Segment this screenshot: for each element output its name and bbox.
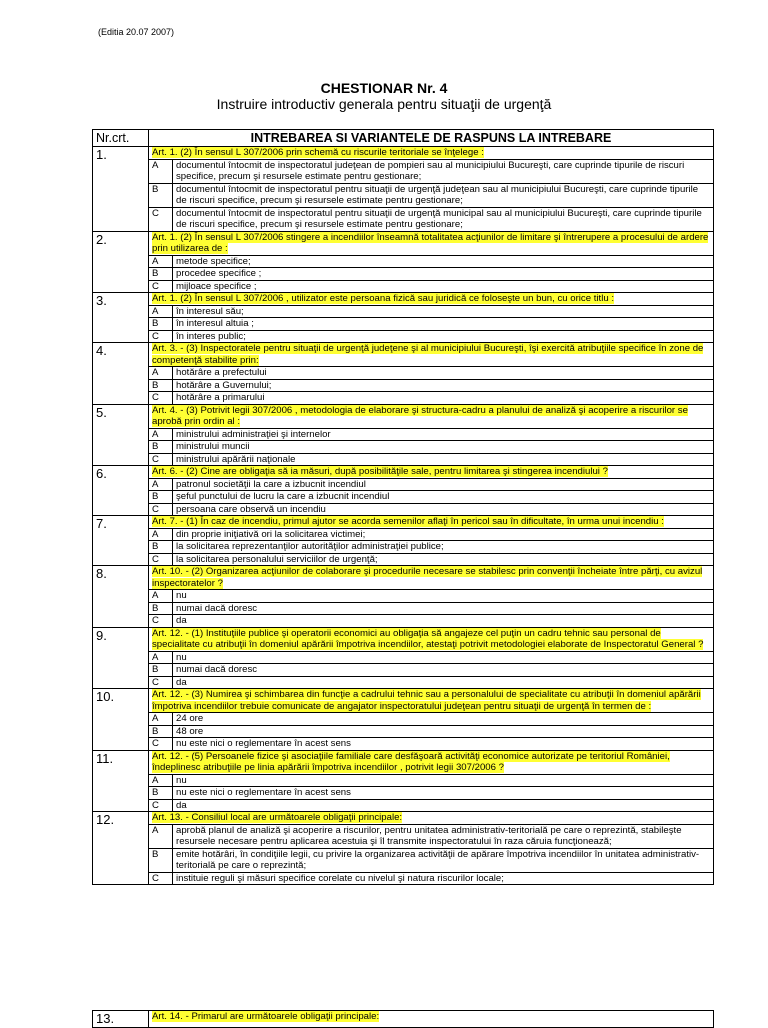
table-row	[93, 1011, 714, 1028]
edition-label: (Editia 20.07 2007)	[98, 27, 175, 37]
option-text: da	[173, 799, 714, 812]
option-text: în interesul său;	[173, 305, 714, 318]
question-text-highlight: Art. 1. (2) În sensul L 307/2006 prin schemă cu riscurile teritoriale se înţelege :	[152, 147, 484, 158]
option-text: patronul societăţii la care a izbucnit incendiul	[173, 478, 714, 491]
question-text-highlight: Art. 1. (2) În sensul L 307/2006 , utilizator este persoana fizică sau juridică ce foloseşte un bun, cu orice titlu :	[152, 293, 614, 304]
option-letter: B	[149, 268, 173, 281]
question-number: 13.	[93, 1011, 149, 1028]
answer-option-row	[93, 392, 714, 405]
answer-option-row	[93, 590, 714, 603]
option-text: hotărâre a prefectului	[173, 367, 714, 380]
option-letter: C	[149, 738, 173, 751]
option-letter: B	[149, 541, 173, 554]
answer-option-row	[93, 159, 714, 183]
option-letter: B	[149, 725, 173, 738]
answer-option-row	[93, 367, 714, 380]
question-text	[149, 147, 714, 160]
option-letter: B	[149, 848, 173, 872]
option-letter: C	[149, 453, 173, 466]
option-text: documentul întocmit de inspectoratul judeţean de pompieri sau al municipiului Bucureşti, care cuprinde tipurile de riscuri specifice, precum şi resursele estimate pentru gestionare;	[173, 159, 714, 183]
question-number: 11.	[93, 750, 149, 812]
option-text: nu	[173, 590, 714, 603]
answer-option-row	[93, 255, 714, 268]
answer-option-row	[93, 651, 714, 664]
question-number: 6.	[93, 466, 149, 516]
question-row	[93, 812, 714, 825]
option-letter: C	[149, 280, 173, 293]
answer-option-row	[93, 615, 714, 628]
question-row	[93, 404, 714, 428]
question-text-highlight: Art. 13. - Consiliul local are următoarele obligaţii principale:	[152, 812, 403, 823]
option-text: în interes public;	[173, 330, 714, 343]
option-text: nu este nici o reglementare în acest sens	[173, 738, 714, 751]
option-text: numai dacă doresc	[173, 602, 714, 615]
answer-option-row	[93, 713, 714, 726]
option-letter: C	[149, 330, 173, 343]
answer-option-row	[93, 183, 714, 207]
answer-option-row	[93, 774, 714, 787]
option-text: da	[173, 676, 714, 689]
answer-option-row	[93, 738, 714, 751]
question-row	[93, 689, 714, 713]
answer-option-row	[93, 664, 714, 677]
question-row	[93, 466, 714, 479]
header-question: INTREBAREA SI VARIANTELE DE RASPUNS LA INTREBARE	[149, 130, 714, 147]
option-text: 48 ore	[173, 725, 714, 738]
option-letter: C	[149, 503, 173, 516]
option-letter: A	[149, 774, 173, 787]
question-text-highlight: Art. 1. (2) În sensul L 307/2006 stingere a incendiilor înseamnă totalitatea acţiunilor de limitare şi întrerupere a procesului de ardere prin utilizarea de :	[152, 231, 709, 254]
option-letter: A	[149, 528, 173, 541]
option-text: ministrului apărării naţionale	[173, 453, 714, 466]
answer-option-row	[93, 787, 714, 800]
question-number: 8.	[93, 566, 149, 628]
option-letter: A	[149, 428, 173, 441]
option-letter: B	[149, 787, 173, 800]
question-number: 3.	[93, 293, 149, 343]
option-letter: C	[149, 615, 173, 628]
option-letter: A	[149, 159, 173, 183]
option-letter: A	[149, 651, 173, 664]
option-letter: A	[149, 305, 173, 318]
question-number: 4.	[93, 343, 149, 405]
option-text: hotărâre a primarului	[173, 392, 714, 405]
option-letter: B	[149, 441, 173, 454]
question-text	[149, 516, 714, 529]
option-text: da	[173, 615, 714, 628]
option-text: la solicitarea personalului serviciilor de urgenţă;	[173, 553, 714, 566]
question-text-highlight: Art. 12. - (1) Instituţiile publice şi operatorii economici au obligaţia să angajeze cel puţin un cadru tehnic sau personal de specialitate cu atribuţii în domeniul apărării împotriva incendiilor, atestaţi potrivit metodologiei elaborate de Inspectoratul General ?	[152, 627, 704, 650]
question-text	[149, 466, 714, 479]
option-letter: A	[149, 478, 173, 491]
answer-option-row	[93, 280, 714, 293]
answer-option-row	[93, 872, 714, 885]
option-text: documentul întocmit de inspectoratul pentru situaţii de urgenţă municipal sau al municipiului Bucureşti, care cuprinde tipurile de riscuri specifice, precum şi resursele estimate pentru gestionare;	[173, 207, 714, 231]
answer-option-row	[93, 541, 714, 554]
answer-option-row	[93, 799, 714, 812]
option-text: instituie reguli şi măsuri specifice corelate cu nivelul şi natura riscurilor locale;	[173, 872, 714, 885]
option-text: numai dacă doresc	[173, 664, 714, 677]
question-text-highlight: Art. 10. - (2) Organizarea acţiunilor de colaborare şi procedurile necesare se stabilesc prin convenţii încheiate între părţi, cu avizul inspectoratelor ?	[152, 566, 703, 589]
question-text	[149, 689, 714, 713]
question-number: 10.	[93, 689, 149, 751]
header-nr: Nr.crt.	[93, 130, 149, 147]
option-text: hotărâre a Guvernului;	[173, 379, 714, 392]
option-letter: C	[149, 872, 173, 885]
option-letter: C	[149, 392, 173, 405]
option-letter: B	[149, 183, 173, 207]
option-letter: C	[149, 676, 173, 689]
answer-option-row	[93, 848, 714, 872]
question-text-highlight: Art. 4. - (3) Potrivit legii 307/2006 , metodologia de elaborare şi structura-cadru a planului de analiză şi acoperire a riscurilor se aprobă prin ordin al :	[152, 404, 688, 427]
answer-option-row	[93, 318, 714, 331]
option-letter: A	[149, 590, 173, 603]
answer-option-row	[93, 330, 714, 343]
question-text	[149, 750, 714, 774]
option-text: aprobă planul de analiză şi acoperire a riscurilor, pentru unitatea administrativ-teritorială pe care o reprezintă, stabileşte resursele necesare pentru aplicarea acestuia şi îl transmite inspectoratului în raza căruia funcţionează;	[173, 824, 714, 848]
question-text	[149, 812, 714, 825]
question-row	[93, 750, 714, 774]
answer-option-row	[93, 453, 714, 466]
option-letter: C	[149, 799, 173, 812]
question-row	[93, 231, 714, 255]
answer-option-row	[93, 725, 714, 738]
option-letter: B	[149, 379, 173, 392]
option-text: în interesul altuia ;	[173, 318, 714, 331]
option-text: documentul întocmit de inspectoratul pentru situaţii de urgenţă judeţean sau al municipiului Bucureşti, care cuprinde tipurile de riscuri specifice, precum şi resursele estimate pentru gestionare;	[173, 183, 714, 207]
answer-option-row	[93, 503, 714, 516]
option-letter: A	[149, 824, 173, 848]
option-text: 24 ore	[173, 713, 714, 726]
question-row	[93, 516, 714, 529]
option-letter: C	[149, 553, 173, 566]
question-text	[149, 566, 714, 590]
answer-option-row	[93, 441, 714, 454]
option-letter: A	[149, 367, 173, 380]
option-text: emite hotărâri, în condiţiile legii, cu privire la organizarea activităţii de apărare împotriva incendiilor în unitatea administrativ-teritorială pe care o reprezintă;	[173, 848, 714, 872]
option-text: mijloace specifice ;	[173, 280, 714, 293]
answer-option-row	[93, 528, 714, 541]
answer-option-row	[93, 478, 714, 491]
table-header-row	[93, 130, 714, 147]
option-text: nu este nici o reglementare în acest sens	[173, 787, 714, 800]
question-text	[149, 1011, 714, 1028]
question-row	[93, 147, 714, 160]
answer-option-row	[93, 602, 714, 615]
option-text: ministrului administraţiei şi internelor	[173, 428, 714, 441]
question-text-highlight: Art. 3. - (3) Inspectoratele pentru situaţii de urgenţă judeţene şi al municipiului Bucureşti, îşi exercită atribuţiile specifice în zone de competenţă stabilite prin:	[152, 343, 704, 366]
question-text	[149, 231, 714, 255]
question-text-highlight: Art. 6. - (2) Cine are obligaţia să ia măsuri, după posibilităţile sale, pentru limitarea şi stingerea incendiului ?	[152, 466, 608, 477]
question-row	[93, 293, 714, 306]
question-text	[149, 404, 714, 428]
question-text-highlight: Art. 12. - (5) Persoanele fizice şi asociaţiile familiale care desfăşoară activităţi economice autorizate pe teritoriul României, îndeplinesc atribuţiile pe linia apărării împotriva incendiilor , potrivit legii 307/2006 ?	[152, 750, 670, 773]
question-text-highlight: Art. 12. - (3) Numirea şi schimbarea din funcţie a cadrului tehnic sau a personalului de specialitate cu atribuţii în domeniul apărării împotriva incendiilor trebuie comunicate de angajator inspectoratului judeţean pentru situaţii de urgenţă în termen de :	[152, 689, 701, 712]
question-number: 12.	[93, 812, 149, 885]
question-number: 9.	[93, 627, 149, 689]
question-text	[149, 293, 714, 306]
option-letter: A	[149, 255, 173, 268]
question-row	[93, 343, 714, 367]
answer-option-row	[93, 553, 714, 566]
question-row	[93, 627, 714, 651]
question-text-highlight: Art. 7. - (1) În caz de incendiu, primul ajutor se acorda semenilor aflaţi în pericol sau în dificultate, în urma unui incendiu :	[152, 516, 664, 527]
option-letter: B	[149, 318, 173, 331]
answer-option-row	[93, 268, 714, 281]
question-number: 1.	[93, 147, 149, 232]
questionnaire-table	[92, 129, 714, 885]
option-text: metode specifice;	[173, 255, 714, 268]
answer-option-row	[93, 824, 714, 848]
answer-option-row	[93, 491, 714, 504]
questionnaire-table-continued	[92, 1010, 714, 1028]
option-text: nu	[173, 651, 714, 664]
answer-option-row	[93, 428, 714, 441]
question-row	[93, 566, 714, 590]
question-text-highlight: Art. 14. - Primarul are următoarele obligaţii principale:	[152, 1011, 380, 1022]
option-letter: A	[149, 713, 173, 726]
option-text: nu	[173, 774, 714, 787]
question-number: 2.	[93, 231, 149, 293]
option-letter: B	[149, 664, 173, 677]
question-text	[149, 627, 714, 651]
answer-option-row	[93, 305, 714, 318]
option-letter: C	[149, 207, 173, 231]
option-text: persoana care observă un incendiu	[173, 503, 714, 516]
option-text: ministrului muncii	[173, 441, 714, 454]
option-text: şeful punctului de lucru la care a izbucnit incendiul	[173, 491, 714, 504]
page-title: CHESTIONAR Nr. 4	[320, 80, 448, 96]
page-subtitle: Instruire introductiv generala pentru situaţii de urgenţă	[216, 96, 552, 112]
answer-option-row	[93, 379, 714, 392]
option-letter: B	[149, 602, 173, 615]
question-text	[149, 343, 714, 367]
option-text: la solicitarea reprezentanţilor autorităţilor administraţiei publice;	[173, 541, 714, 554]
answer-option-row	[93, 676, 714, 689]
answer-option-row	[93, 207, 714, 231]
option-letter: B	[149, 491, 173, 504]
option-text: procedee specifice ;	[173, 268, 714, 281]
question-number: 5.	[93, 404, 149, 466]
option-text: din proprie iniţiativă ori la solicitarea victimei;	[173, 528, 714, 541]
question-number: 7.	[93, 516, 149, 566]
